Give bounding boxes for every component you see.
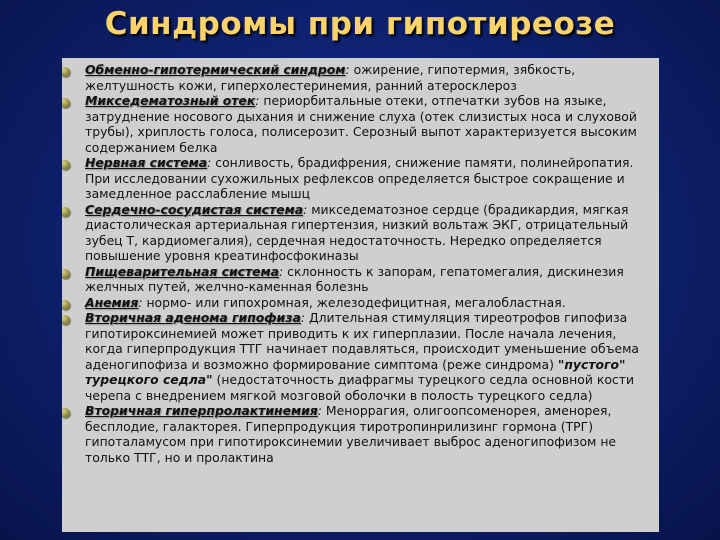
bullet-icon: [62, 269, 70, 279]
syndrome-description: микседематозное сердце (брадикардия, мягкая диастолическая артериальная гипертензия, низкий вольтаж ЭКГ, отрицательный зубец Т, кардиомегалия), сердечная недостаточность. Нередко определяется повышение уровня креатинфосфокиназы: [85, 201, 629, 263]
slide-title: Синдромы при гипотиреозе: [104, 6, 616, 42]
syndrome-list: [66, 62, 651, 465]
quoted-term: "пустого" турецкого седла": [85, 356, 626, 387]
syndrome-description: сонливость, брадифрения, снижение памяти, полинейропатия. При исследовании сухожильных рефлексов определяется быстрое сокращение и замедленное расслабление мышц: [85, 155, 634, 201]
bullet-icon: [62, 160, 70, 170]
list-item: [66, 62, 651, 93]
syndrome-term: Сердечно-сосудистая система: [85, 201, 304, 217]
syndrome-description: Меноррагия, олигоопсоменорея, аменорея, бесплодие, галакторея. Гиперпродукция тиротропинрилизинг гормона (ТРГ) гипоталамусом при гипотироксинемии увеличивает выброс аденогипофизом не только ТТГ, но и пролактина: [85, 403, 617, 465]
bullet-icon: [62, 315, 70, 325]
syndrome-description: нормо- или гипохромная, железодефицитная, мегалобластная.: [142, 294, 566, 310]
bullet-icon: [62, 98, 70, 108]
content-box: [62, 58, 659, 532]
syndrome-description: периорбитальные отеки, отпечатки зубов на языке, затруднение носового дыхания и снижение слуха (отек слизистых носа и слуховой трубы), хриплость голоса, полисерозит. Серозный выпот характеризуется высоким содержанием белка: [85, 93, 637, 155]
list-item: [66, 93, 651, 155]
syndrome-term: Нервная система: [85, 155, 208, 170]
syndrome-description: ожирение, гипотермия, зябкость, желтушность кожи, гиперхолестеринемия, ранний атеросклероз: [85, 62, 576, 93]
term-colon: :: [303, 201, 308, 217]
list-item: [66, 403, 651, 465]
term-colon: :: [300, 310, 305, 325]
list-item: [66, 155, 651, 202]
syndrome-description-continued: (недостаточность диафрагмы турецкого седла основной кости черепа с внедрением мягкой мозговой оболочки в полость турецкого седла): [85, 372, 634, 403]
syndrome-description: Длительная стимуляция тиреотрофов гипофиза гипотироксинемией может приводить к их гиперплазии. После начала лечения, когда гиперпродукция ТТГ начинает подавляться, происходит уменьшение объема аденогипофиза и возможно формирование симптома (реже синдрома): [85, 310, 640, 372]
syndrome-term: Вторичная гиперпролактинемия: [85, 403, 318, 418]
list-item: [66, 310, 651, 403]
list-item: [66, 295, 651, 311]
syndrome-term: Анемия: [85, 294, 139, 310]
syndrome-term: Микседематозный отек: [85, 93, 256, 108]
bullet-icon: [62, 300, 70, 310]
term-colon: :: [345, 62, 350, 77]
term-colon: :: [279, 263, 284, 279]
syndrome-term: Вторичная аденома гипофиза: [85, 310, 301, 325]
bullet-icon: [62, 207, 70, 217]
syndrome-term: Обменно-гипотермический синдром: [85, 62, 346, 77]
bullet-icon: [62, 67, 70, 77]
syndrome-description: склонность к запорам, гепатомегалия, дискинезия желчных путей, желчно-каменная болезнь: [85, 263, 624, 294]
term-colon: :: [207, 155, 212, 170]
term-colon: :: [317, 403, 322, 418]
syndrome-term: Пищеварительная система: [85, 263, 280, 279]
list-item: [66, 264, 651, 295]
list-item: [66, 202, 651, 264]
term-colon: :: [138, 294, 143, 310]
term-colon: :: [255, 93, 260, 108]
bullet-icon: [62, 408, 70, 418]
